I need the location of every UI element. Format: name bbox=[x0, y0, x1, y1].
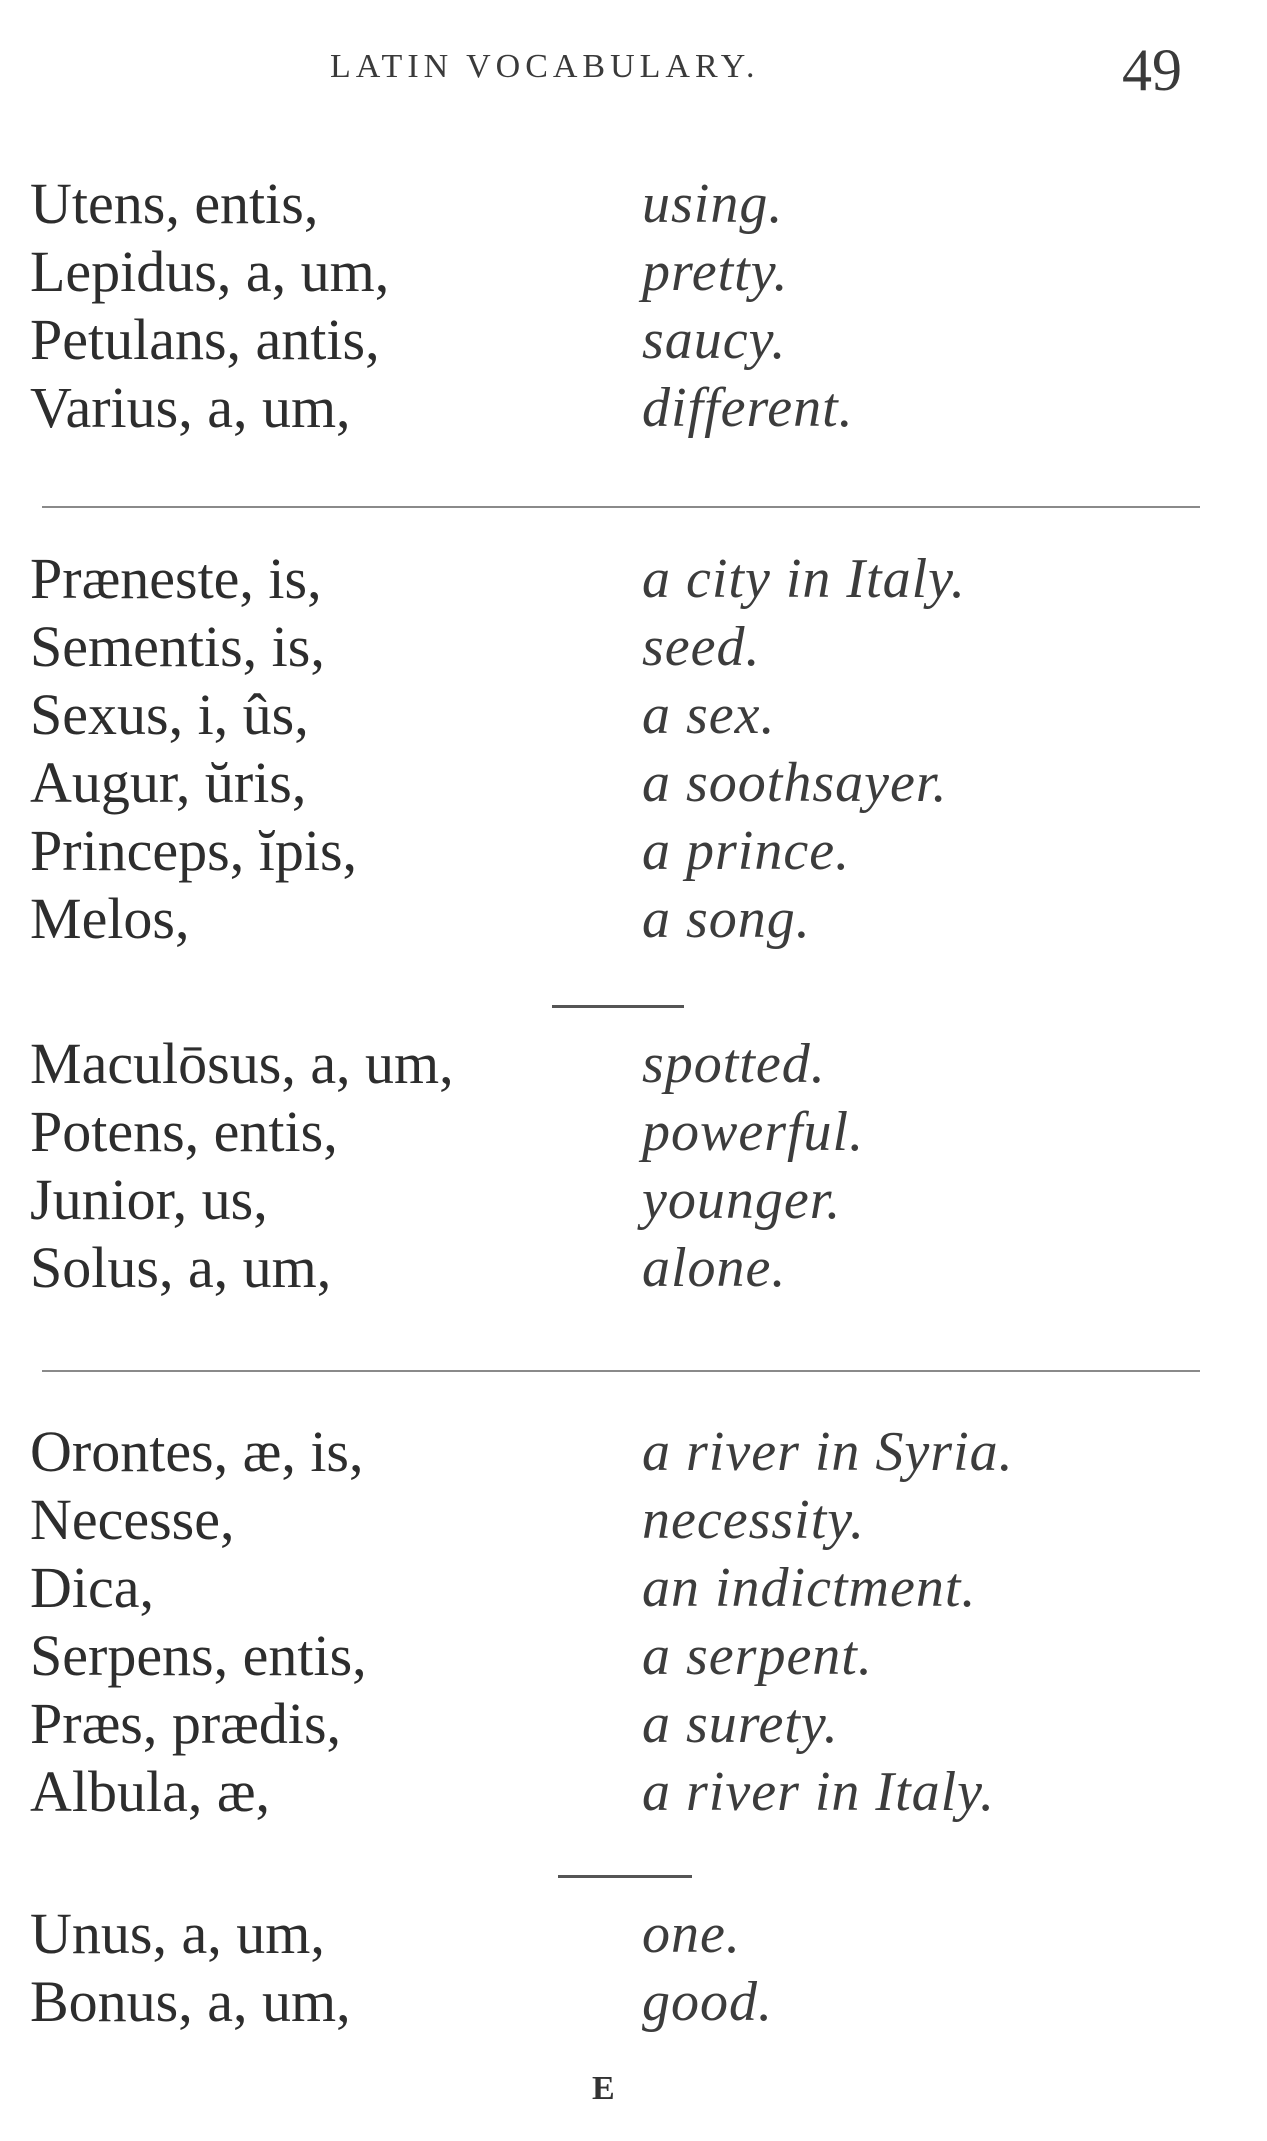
latin-word: Augur, ŭris, bbox=[30, 750, 307, 815]
vocab-row bbox=[30, 1622, 1210, 1690]
latin-word: Solus, a, um, bbox=[30, 1235, 332, 1300]
vocab-group-4 bbox=[30, 1418, 1210, 1826]
vocab-row bbox=[30, 545, 1210, 613]
english-meaning: good. bbox=[642, 1971, 773, 2033]
latin-word: Unus, a, um, bbox=[30, 1901, 325, 1966]
english-meaning: younger. bbox=[642, 1169, 842, 1231]
page-number: 49 bbox=[1122, 37, 1182, 103]
latin-word: Melos, bbox=[30, 886, 190, 951]
latin-word: Utens, entis, bbox=[30, 171, 319, 236]
short-divider bbox=[558, 1875, 692, 1878]
english-meaning: different. bbox=[642, 377, 854, 439]
latin-word: Sementis, is, bbox=[30, 614, 325, 679]
latin-word: Princeps, ĭpis, bbox=[30, 818, 358, 883]
vocab-row bbox=[30, 1030, 1210, 1098]
english-meaning: spotted. bbox=[642, 1033, 826, 1095]
english-meaning: using. bbox=[642, 173, 784, 235]
vocab-group-1 bbox=[30, 170, 1210, 442]
signature-mark: E bbox=[592, 2070, 615, 2107]
running-head: LATIN VOCABULARY. bbox=[330, 48, 760, 85]
english-meaning: a river in Syria. bbox=[642, 1421, 1014, 1483]
latin-word: Serpens, entis, bbox=[30, 1623, 367, 1688]
vocab-group-3 bbox=[30, 1030, 1210, 1302]
latin-word: Petulans, antis, bbox=[30, 307, 380, 372]
vocab-row bbox=[30, 1968, 1210, 2036]
vocab-row bbox=[30, 613, 1210, 681]
vocab-group-5 bbox=[30, 1900, 1210, 2036]
latin-word: Orontes, æ, is, bbox=[30, 1419, 364, 1484]
english-meaning: a prince. bbox=[642, 820, 851, 882]
latin-word: Dica, bbox=[30, 1555, 154, 1620]
latin-word: Necesse, bbox=[30, 1487, 235, 1552]
vocab-row bbox=[30, 1758, 1210, 1826]
short-divider bbox=[552, 1005, 684, 1008]
english-meaning: a river in Italy. bbox=[642, 1761, 995, 1823]
latin-word: Bonus, a, um, bbox=[30, 1969, 351, 2034]
vocab-group-2 bbox=[30, 545, 1210, 953]
english-meaning: a soothsayer. bbox=[642, 752, 948, 814]
vocab-row bbox=[30, 1418, 1210, 1486]
latin-word: Lepidus, a, um, bbox=[30, 239, 390, 304]
vocab-row bbox=[30, 1554, 1210, 1622]
vocab-row bbox=[30, 1098, 1210, 1166]
vocab-row bbox=[30, 306, 1210, 374]
english-meaning: a surety. bbox=[642, 1693, 839, 1755]
english-meaning: a city in Italy. bbox=[642, 548, 966, 610]
vocab-row bbox=[30, 1234, 1210, 1302]
vocab-row bbox=[30, 238, 1210, 306]
english-meaning: a song. bbox=[642, 888, 811, 950]
latin-word: Maculōsus, a, um, bbox=[30, 1031, 454, 1096]
latin-word: Sexus, i, ûs, bbox=[30, 682, 309, 747]
vocab-row bbox=[30, 1166, 1210, 1234]
vocab-row bbox=[30, 749, 1210, 817]
english-meaning: alone. bbox=[642, 1237, 787, 1299]
english-meaning: one. bbox=[642, 1903, 741, 1965]
vocab-row bbox=[30, 817, 1210, 885]
latin-word: Præneste, is, bbox=[30, 546, 322, 611]
vocab-row bbox=[30, 1486, 1210, 1554]
vocab-row bbox=[30, 1690, 1210, 1758]
vocab-row bbox=[30, 374, 1210, 442]
english-meaning: powerful. bbox=[642, 1101, 865, 1163]
vocab-row bbox=[30, 681, 1210, 749]
section-divider bbox=[42, 1370, 1200, 1372]
english-meaning: necessity. bbox=[642, 1489, 866, 1551]
english-meaning: a serpent. bbox=[642, 1625, 873, 1687]
latin-word: Varius, a, um, bbox=[30, 375, 351, 440]
latin-word: Albula, æ, bbox=[30, 1759, 271, 1824]
english-meaning: seed. bbox=[642, 616, 761, 678]
section-divider bbox=[42, 506, 1200, 508]
latin-word: Junior, us, bbox=[30, 1167, 268, 1232]
english-meaning: pretty. bbox=[642, 241, 789, 303]
vocab-row bbox=[30, 170, 1210, 238]
english-meaning: an indictment. bbox=[642, 1557, 977, 1619]
english-meaning: a sex. bbox=[642, 684, 776, 746]
vocab-row bbox=[30, 1900, 1210, 1968]
english-meaning: saucy. bbox=[642, 309, 787, 371]
vocab-row bbox=[30, 885, 1210, 953]
latin-word: Potens, entis, bbox=[30, 1099, 338, 1164]
latin-word: Præs, prædis, bbox=[30, 1691, 342, 1756]
